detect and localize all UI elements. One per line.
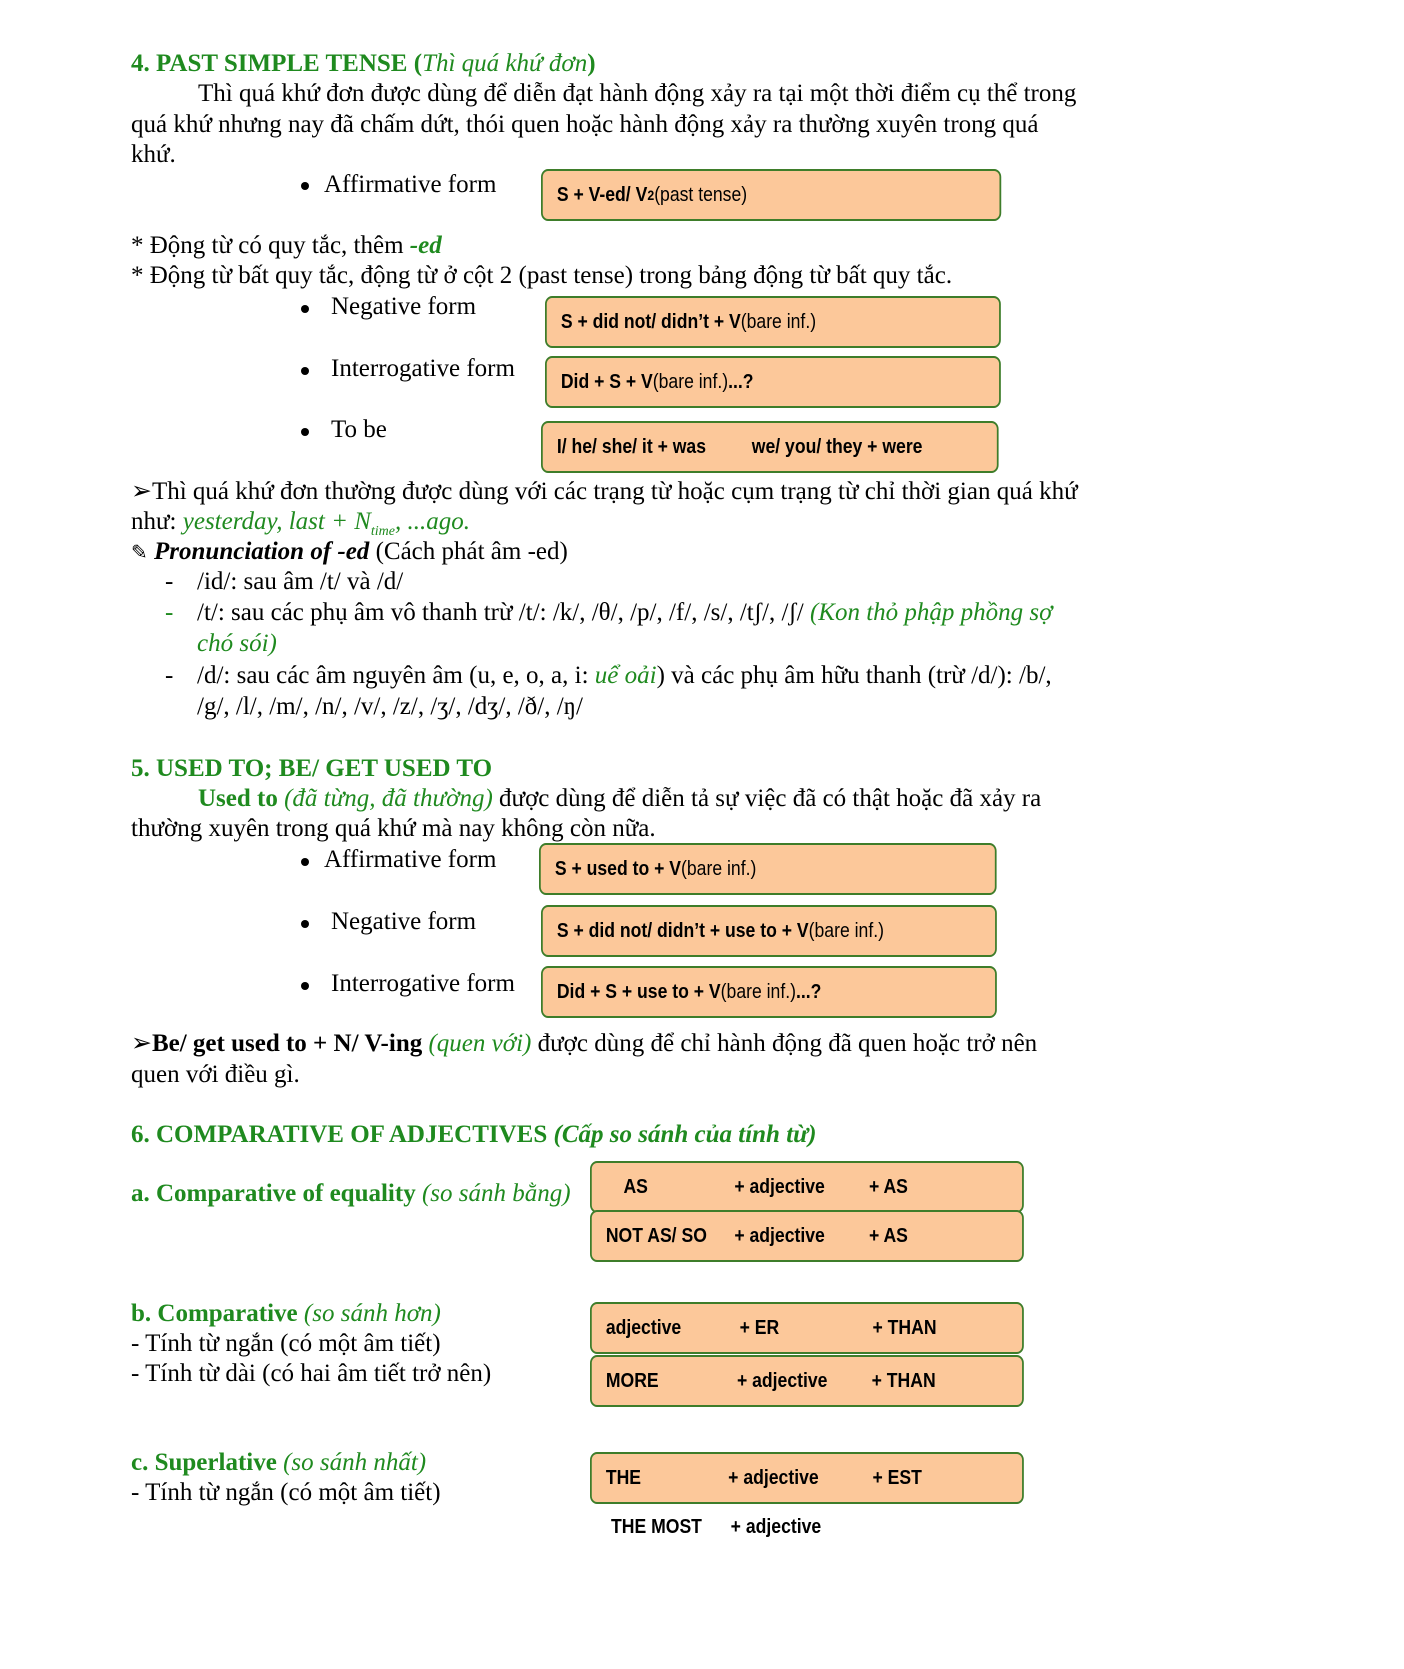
paragraph-line: khứ. bbox=[131, 141, 176, 168]
formula-box-used-to-negative: S + did not/ didn’t + use to + V (bare inf.) bbox=[541, 905, 997, 957]
formula-box-used-to-affirmative: S + used to + V (bare inf.) bbox=[539, 843, 997, 895]
superlative-heading: c. Superlative (so sánh nhất) bbox=[131, 1449, 427, 1476]
bullet-icon bbox=[301, 920, 309, 928]
pronunciation-rule-id: /id/: sau âm /t/ và /d/ bbox=[197, 568, 404, 595]
paragraph-line: thường xuyên trong quá khứ mà nay không còn nữa. bbox=[131, 815, 656, 842]
to-be-label: To be bbox=[331, 416, 387, 443]
paragraph-line: Thì quá khứ đơn được dùng để diễn đạt hành động xảy ra tại một thời điểm cụ thể trong bbox=[198, 80, 1077, 107]
formula-superlative-most: THE MOST + adjective bbox=[611, 1516, 822, 1538]
comparative-equality-heading: a. Comparative of equality (so sánh bằng) bbox=[131, 1180, 571, 1207]
bullet-icon bbox=[301, 428, 309, 436]
long-adjective-note: - Tính từ dài (có hai âm tiết trở nên) bbox=[131, 1360, 492, 1387]
note-irregular-verbs: * Động từ bất quy tắc, động từ ở cột 2 (past tense) trong bảng động từ bất quy tắc. bbox=[131, 262, 953, 289]
short-adjective-note: - Tính từ ngắn (có một âm tiết) bbox=[131, 1479, 441, 1506]
formula-box-interrogative: Did + S + V (bare inf.) ...? bbox=[545, 356, 1001, 408]
short-adjective-note: - Tính từ ngắn (có một âm tiết) bbox=[131, 1330, 441, 1357]
adverbs-note: ➢Thì quá khứ đơn thường được dùng với các trạng từ hoặc cụm trạng từ chỉ thời gian quá khứ bbox=[131, 478, 1078, 505]
formula-box-superlative-est: THE + adjective + EST bbox=[590, 1452, 1024, 1504]
bullet-icon bbox=[301, 858, 309, 866]
pronunciation-heading: ✎ Pronunciation of -ed (Cách phát âm -ed) bbox=[131, 538, 568, 565]
section-4-title: 4. PAST SIMPLE TENSE (Thì quá khứ đơn) bbox=[131, 50, 596, 77]
pronunciation-rule-d: /d/: sau các âm nguyên âm (u, e, o, a, i: uể oải) và các phụ âm hữu thanh (trừ /d/): /b/, bbox=[197, 662, 1052, 689]
list-dash: - bbox=[165, 662, 174, 689]
section-6-title: 6. COMPARATIVE OF ADJECTIVES (Cấp so sánh của tính từ) bbox=[131, 1121, 817, 1148]
negative-label: Negative form bbox=[331, 908, 477, 935]
bullet-icon bbox=[301, 305, 309, 313]
bullet-icon bbox=[301, 182, 309, 190]
comparative-heading: b. Comparative (so sánh hơn) bbox=[131, 1300, 441, 1327]
formula-box-to-be: I/ he/ she/ it + was we/ you/ they + were bbox=[541, 421, 999, 473]
note-regular-verbs: * Động từ có quy tắc, thêm -ed bbox=[131, 232, 442, 259]
interrogative-label: Interrogative form bbox=[331, 970, 515, 997]
bullet-icon bbox=[301, 367, 309, 375]
pronunciation-rule-t: /t/: sau các phụ âm vô thanh trừ /t/: /k/, /θ/, /p/, /f/, /s/, /tʃ/, /ʃ/ (Kon thỏ phập phồng sợ bbox=[197, 599, 1053, 626]
formula-box-comparative-more: MORE + adjective + THAN bbox=[590, 1355, 1024, 1407]
interrogative-label: Interrogative form bbox=[331, 355, 515, 382]
pencil-icon: ✎ bbox=[131, 540, 148, 564]
list-dash: - bbox=[165, 599, 174, 626]
formula-box-equality-as: AS + adjective + AS bbox=[590, 1161, 1024, 1213]
adverbs-examples: như: yesterday, last + $N_{time}$, ...ago. bbox=[131, 508, 471, 539]
affirmative-label: Affirmative form bbox=[324, 171, 497, 198]
used-to-definition: Used to (đã từng, đã thường) được dùng để diễn tả sự việc đã có thật hoặc đã xảy ra bbox=[198, 785, 1042, 812]
list-dash: - bbox=[165, 568, 174, 595]
paragraph-line: quá khứ nhưng nay đã chấm dứt, thói quen hoặc hành động xảy ra thường xuyên trong quá bbox=[131, 111, 1039, 138]
negative-label: Negative form bbox=[331, 293, 477, 320]
pronunciation-rule-d-cont: /g/, /l/, /m/, /n/, /v/, /z/, /ʒ/, /dʒ/, /ð/, /ŋ/ bbox=[197, 693, 583, 720]
formula-box-used-to-interrogative: Did + S + use to + V (bare inf.) ...? bbox=[541, 966, 997, 1018]
formula-box-comparative-er: adjective + ER + THAN bbox=[590, 1302, 1024, 1354]
formula-box-equality-not-as: NOT AS/ SO + adjective + AS bbox=[590, 1210, 1024, 1262]
bullet-icon bbox=[301, 982, 309, 990]
formula-box-affirmative: S + V-ed/ V 2 (past tense) bbox=[541, 169, 1001, 221]
affirmative-label: Affirmative form bbox=[324, 846, 497, 873]
formula-box-negative: S + did not/ didn’t + V (bare inf.) bbox=[545, 296, 1001, 348]
be-used-to-note: ➢Be/ get used to + N/ V-ing (quen với) được dùng để chỉ hành động đã quen hoặc trở nên bbox=[131, 1030, 1038, 1057]
pronunciation-mnemonic-t: chó sói) bbox=[197, 630, 277, 657]
paragraph-line: quen với điều gì. bbox=[131, 1061, 300, 1088]
section-5-title: 5. USED TO; BE/ GET USED TO bbox=[131, 755, 493, 782]
